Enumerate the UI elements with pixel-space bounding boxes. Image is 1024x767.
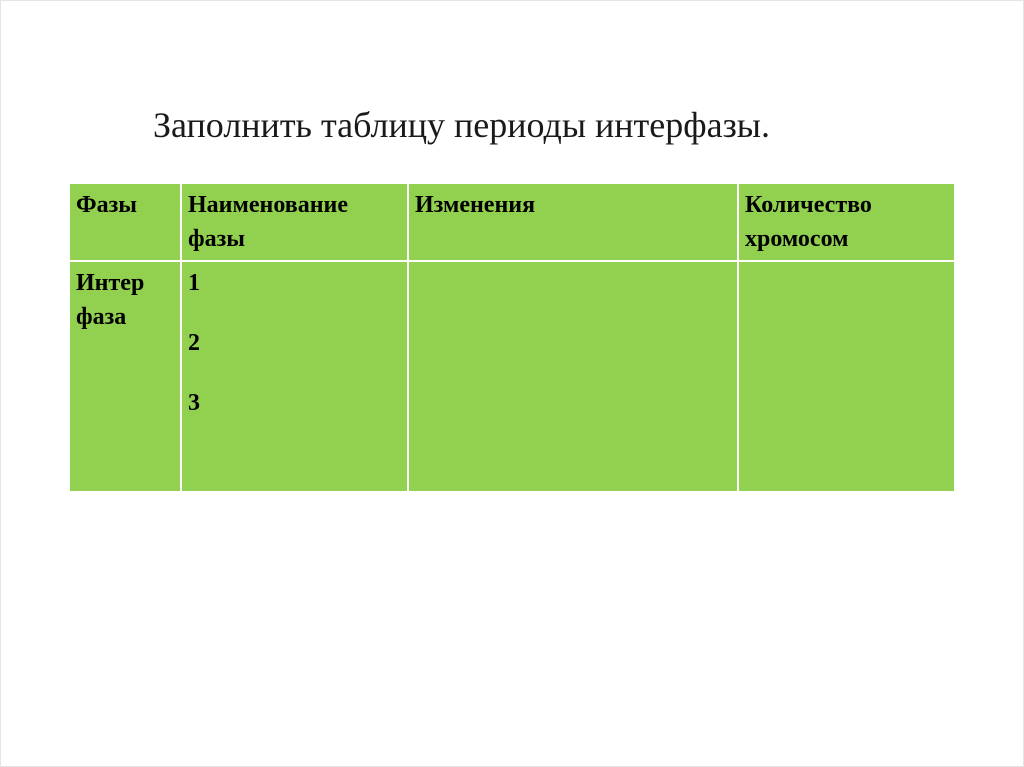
table-row xyxy=(69,261,955,492)
table-header-row xyxy=(69,183,955,261)
header-label-chromosome-count: Количество хромосом xyxy=(745,192,872,252)
phase-name-item: 3 xyxy=(188,390,200,416)
phase-table xyxy=(68,182,956,493)
phase-name-item: 2 xyxy=(188,330,200,356)
header-cell-changes xyxy=(408,183,738,261)
cell-chromosome-count[interactable] xyxy=(738,261,955,492)
header-cell-chromosome-count xyxy=(738,183,955,261)
slide-title: Заполнить таблицу периоды интерфазы. xyxy=(153,105,770,145)
header-cell-phases xyxy=(69,183,181,261)
header-label-phases: Фазы xyxy=(76,192,137,218)
header-cell-phase-name xyxy=(181,183,408,261)
header-label-changes: Изменения xyxy=(415,192,536,218)
header-label-phase-name: Наименование фазы xyxy=(188,192,348,252)
phase-name-item: 1 xyxy=(188,270,200,296)
cell-phase-names xyxy=(181,261,408,492)
cell-phase xyxy=(69,261,181,492)
phase-label: Интер фаза xyxy=(76,270,145,330)
cell-changes[interactable] xyxy=(408,261,738,492)
